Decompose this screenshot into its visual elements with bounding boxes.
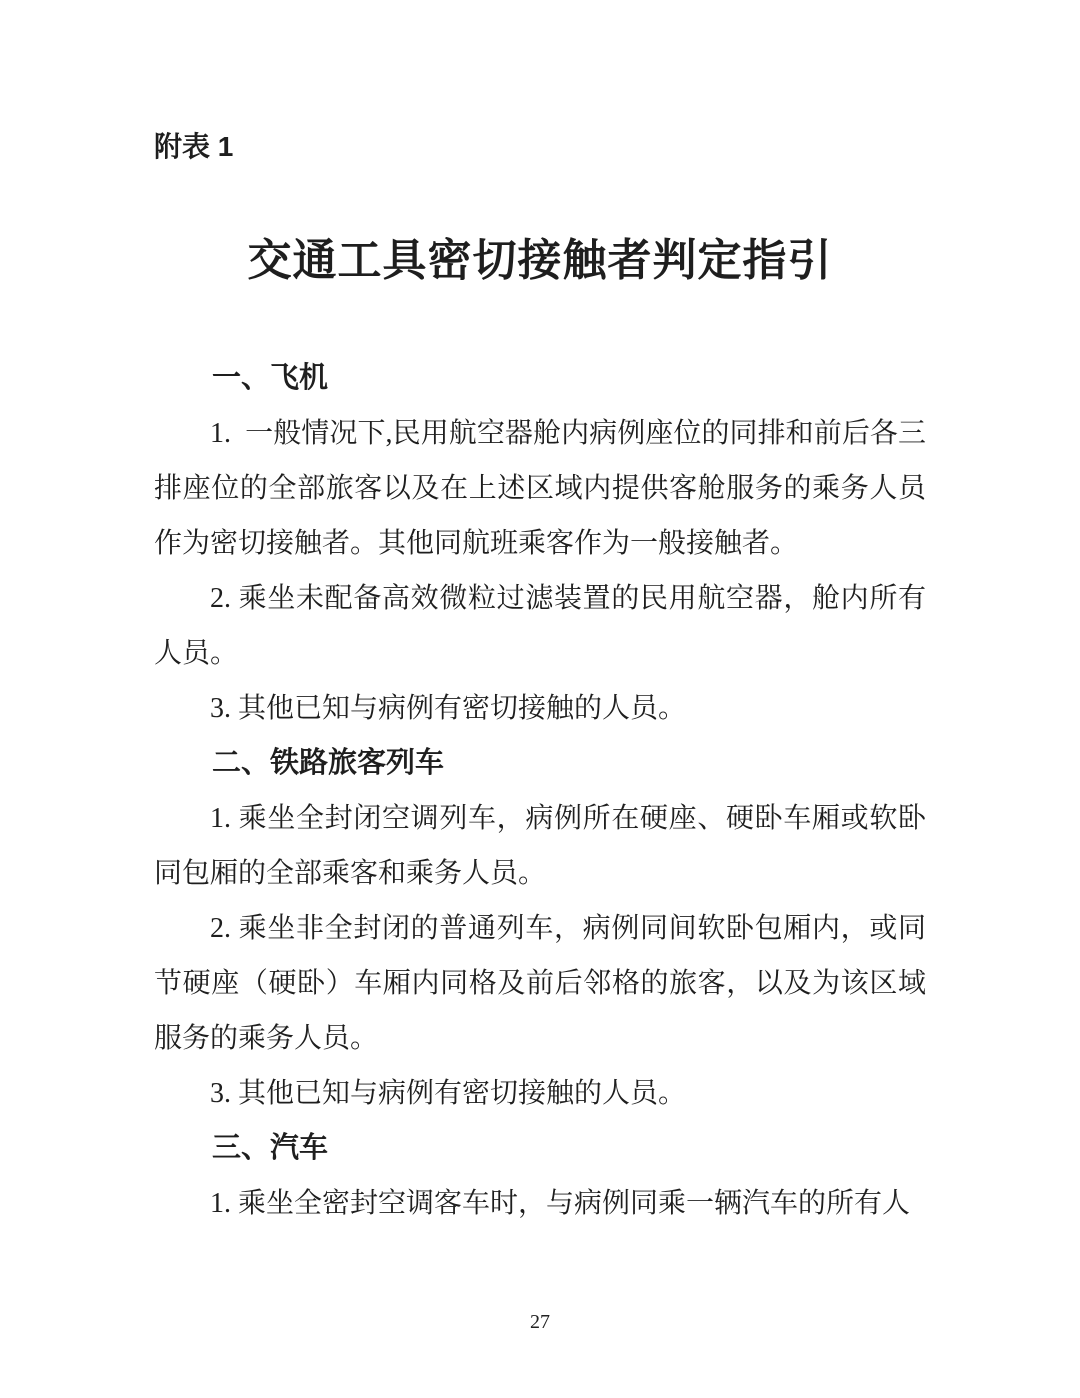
section-heading-train: 二、铁路旅客列车 (212, 747, 445, 779)
document-title: 交通工具密切接触者判定指引 (247, 236, 833, 285)
page-number: 27 (530, 1311, 550, 1333)
section-heading-airplane: 一、飞机 (212, 362, 329, 394)
section-train (154, 736, 926, 1121)
paragraph-train-1: 1. 乘坐全封闭空调列车，病例所在硬座、硬卧车厢或软卧同包厢的全部乘客和乘务人员。 (154, 803, 926, 889)
appendix-label: 附表 1 (154, 131, 234, 162)
paragraph-automobile-1: 1. 乘坐全密封空调客车时，与病例同乘一辆汽车的所有人 (210, 1188, 911, 1219)
paragraph-airplane-3: 3. 其他已知与病例有密切接触的人员。 (210, 693, 687, 724)
paragraph-airplane-2: 2. 乘坐未配备高效微粒过滤装置的民用航空器，舱内所有人员。 (154, 583, 926, 669)
paragraph-train-2: 2. 乘坐非全封闭的普通列车，病例同间软卧包厢内，或同节硬座（硬卧）车厢内同格及前后邻格的旅客，以及为该区域服务的乘务人员。 (154, 913, 926, 1054)
section-airplane (154, 351, 926, 736)
section-heading-automobile: 三、汽车 (212, 1132, 329, 1164)
section-automobile (154, 1121, 926, 1231)
paragraph-train-3: 3. 其他已知与病例有密切接触的人员。 (210, 1078, 687, 1109)
paragraph-airplane-1: 1. 一般情况下,民用航空器舱内病例座位的同排和前后各三排座位的全部旅客以及在上述区域内提供客舱服务的乘务人员作为密切接触者。其他同航班乘客作为一般接触者。 (154, 418, 926, 559)
